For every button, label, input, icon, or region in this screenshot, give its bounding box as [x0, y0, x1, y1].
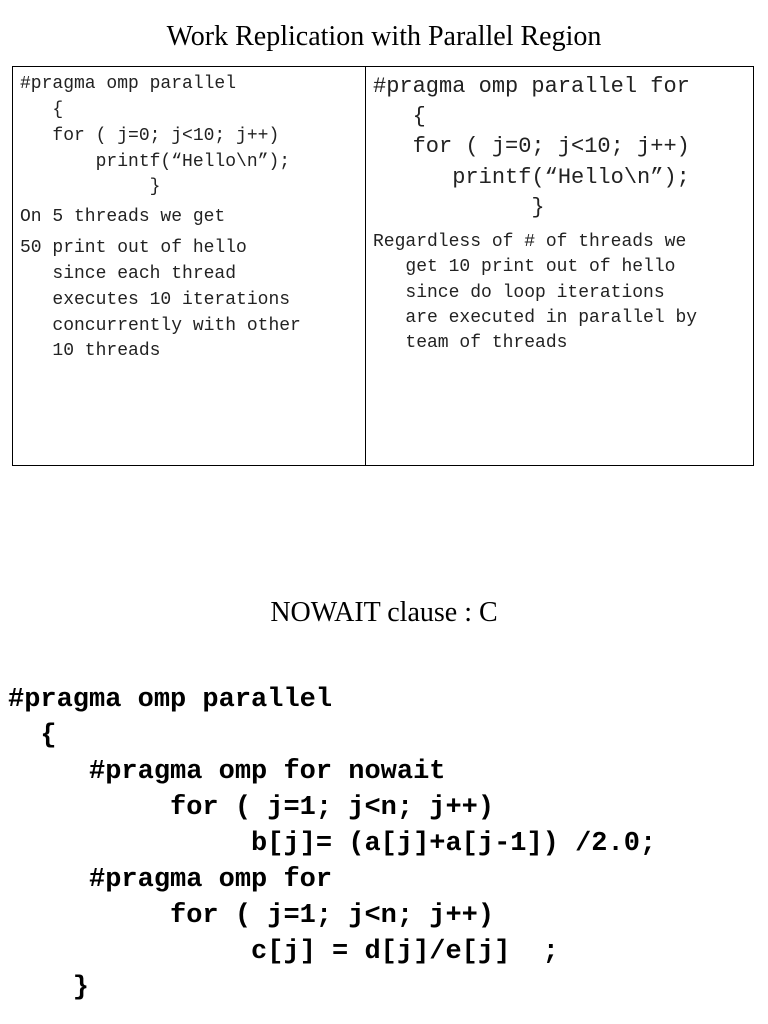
right-note-line: team of threads: [373, 333, 568, 353]
right-code-line: for ( j=0; j<10; j++): [373, 134, 690, 159]
left-code-line: for ( j=0; j<10; j++): [20, 126, 280, 146]
section-title: NOWAIT clause : C: [270, 597, 498, 628]
right-note-line: are executed in parallel by: [373, 308, 698, 328]
code-line: for ( j=1; j<n; j++): [8, 793, 495, 823]
right-note-line: Regardless of # of threads we: [373, 232, 687, 252]
right-note-line: get 10 print out of hello: [373, 257, 676, 277]
code-line: #pragma omp parallel: [8, 685, 333, 715]
left-note-line: 10 threads: [20, 341, 161, 361]
left-code-line: {: [20, 100, 64, 120]
code-line: #pragma omp for: [8, 865, 333, 895]
left-code-line: #pragma omp parallel: [20, 74, 237, 94]
left-code-line: printf(“Hello\n”);: [20, 152, 291, 172]
left-note-line: executes 10 iterations: [20, 290, 291, 310]
code-line: b[j]= (a[j]+a[j-1]) /2.0;: [8, 829, 657, 859]
code-line: c[j] = d[j]/e[j] ;: [8, 937, 559, 967]
code-line: {: [8, 721, 57, 751]
right-code-line: #pragma omp parallel for: [373, 74, 690, 99]
column-divider: [365, 67, 366, 465]
left-note-line: since each thread: [20, 264, 237, 284]
right-note-line: since do loop iterations: [373, 283, 665, 303]
right-code-line: {: [373, 104, 426, 129]
right-code-line: printf(“Hello\n”);: [373, 165, 690, 190]
code-line: }: [8, 973, 90, 1003]
left-code-line: }: [20, 177, 161, 197]
left-note-line: concurrently with other: [20, 316, 301, 336]
code-line: for ( j=1; j<n; j++): [8, 901, 495, 931]
page-title: Work Replication with Parallel Region: [166, 21, 602, 52]
code-line: #pragma omp for nowait: [8, 757, 446, 787]
left-note-line: 50 print out of hello: [20, 238, 247, 258]
left-note-line: On 5 threads we get: [20, 207, 226, 227]
comparison-table: [12, 66, 754, 466]
right-code-line: }: [373, 195, 545, 220]
